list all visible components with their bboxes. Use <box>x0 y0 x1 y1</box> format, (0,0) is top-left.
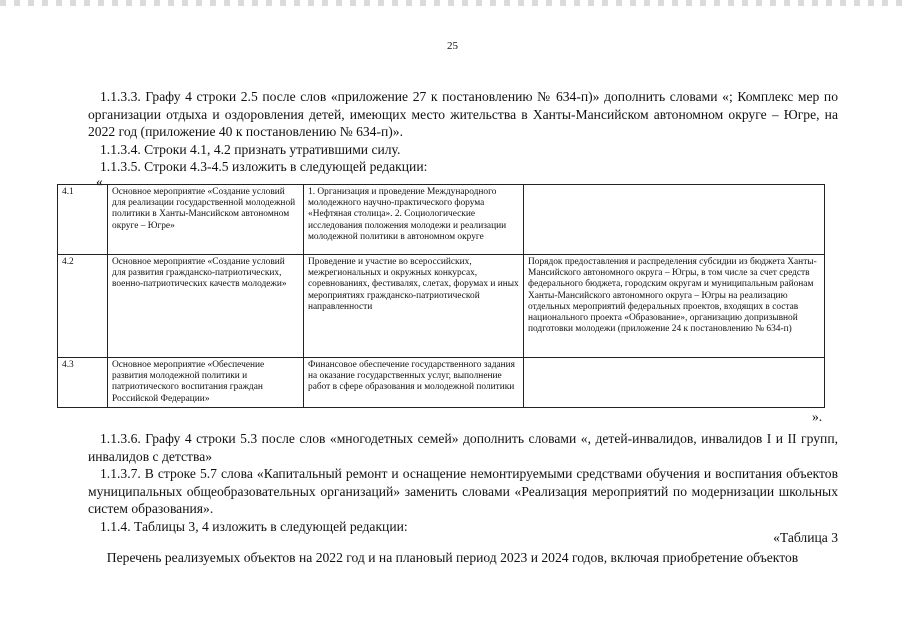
amendment-paragraph: 1.1.3.4. Строки 4.1, 4.2 признать утратившими силу. <box>100 141 401 157</box>
table-reference: «Таблица 3 <box>773 530 838 545</box>
table-caption: Перечень реализуемых объектов на 2022 год и на плановый период 2023 и 2024 годов, включая приобретение объектов <box>106 550 799 565</box>
amendment-paragraph: 1.1.3.3. Графу 4 строки 2.5 после слов «приложение 27 к постановлению № 634-п)» дополнить словами «; Комплекс мер по организации отдыха и оздоровления детей, имеющих место жительства в Ханты-Мансийском автономном округе – Югре, на 2022 год (приложение 40 к постановлению № 634-п)». <box>88 89 838 139</box>
program-measures-table <box>57 184 825 408</box>
amendment-paragraph: 1.1.3.7. В строке 5.7 слова «Капитальный ремонт и оснащение немонтируемыми средствами обучения и воспитания объектов муниципальных общеобразовательных организаций» заменить словами «Реализация мероприятий по модернизации школьных систем образования». <box>88 466 838 516</box>
table-row <box>58 255 825 358</box>
legal-basis-cell <box>524 358 825 408</box>
amendment-block-top <box>88 88 838 176</box>
amendment-paragraph: 1.1.4. Таблицы 3, 4 изложить в следующей редакции: <box>100 518 408 534</box>
row-number-cell: 4.2 <box>58 255 108 358</box>
measure-name-cell: Основное мероприятие «Создание условий для реализации государственной молодежной политики в Ханты-Мансийском автономном округе – Югре» <box>108 185 304 255</box>
row-number-cell: 4.1 <box>58 185 108 255</box>
amendment-paragraph: 1.1.3.5. Строки 4.3-4.5 изложить в следующей редакции: <box>100 159 428 174</box>
measure-content-cell: 1. Организация и проведение Международного молодежного научно-практического форума «Нефтяная столица». 2. Социологические исследования положения молодежи и реализации молодежной политики в автономном округе <box>304 185 524 255</box>
row-number-cell: 4.3 <box>58 358 108 408</box>
amendment-paragraph: 1.1.3.6. Графу 4 строки 5.3 после слов «многодетных семей» дополнить словами «, детей-инвалидов, инвалидов I и II групп, инвалидов с детства» <box>88 431 838 464</box>
measure-content-cell: Проведение и участие во всероссийских, межрегиональных и окружных конкурсах, соревнованиях, фестивалях, слетах, форумах и иных мероприятиях гражданско-патриотической направленности <box>304 255 524 358</box>
table-row <box>58 185 825 255</box>
table-row <box>58 358 825 408</box>
table-open-quote: « <box>96 174 103 189</box>
measure-name-cell: Основное мероприятие «Обеспечение развития молодежной политики и патриотического воспитания граждан Российской Федерации» <box>108 358 304 408</box>
table-close-quote: ». <box>812 409 823 424</box>
legal-basis-cell <box>524 185 825 255</box>
legal-basis-cell: Порядок предоставления и распределения субсидии из бюджета Ханты-Мансийского автономного округа – Югры, в том числе за счет средств федерального бюджета, городским округам и муниципальным районам Ханты-Мансийского автономного округа – Югры на реализацию отдельных мероприятий федеральных проектов, входящих в состав национального проекта «Образование», организацию допризывной подготовки молодежи (приложение 24 к постановлению № 634-п) <box>524 255 825 358</box>
page-number: 25 <box>447 40 458 52</box>
measure-content-cell: Финансовое обеспечение государственного задания на оказание государственных услуг, выполнение работ в сфере образования и молодежной политики <box>304 358 524 408</box>
scan-top-edge <box>0 0 905 6</box>
measure-name-cell: Основное мероприятие «Создание условий для развития гражданско-патриотических, военно-патриотических качеств молодежи» <box>108 255 304 358</box>
amendment-block-bottom <box>88 430 838 535</box>
